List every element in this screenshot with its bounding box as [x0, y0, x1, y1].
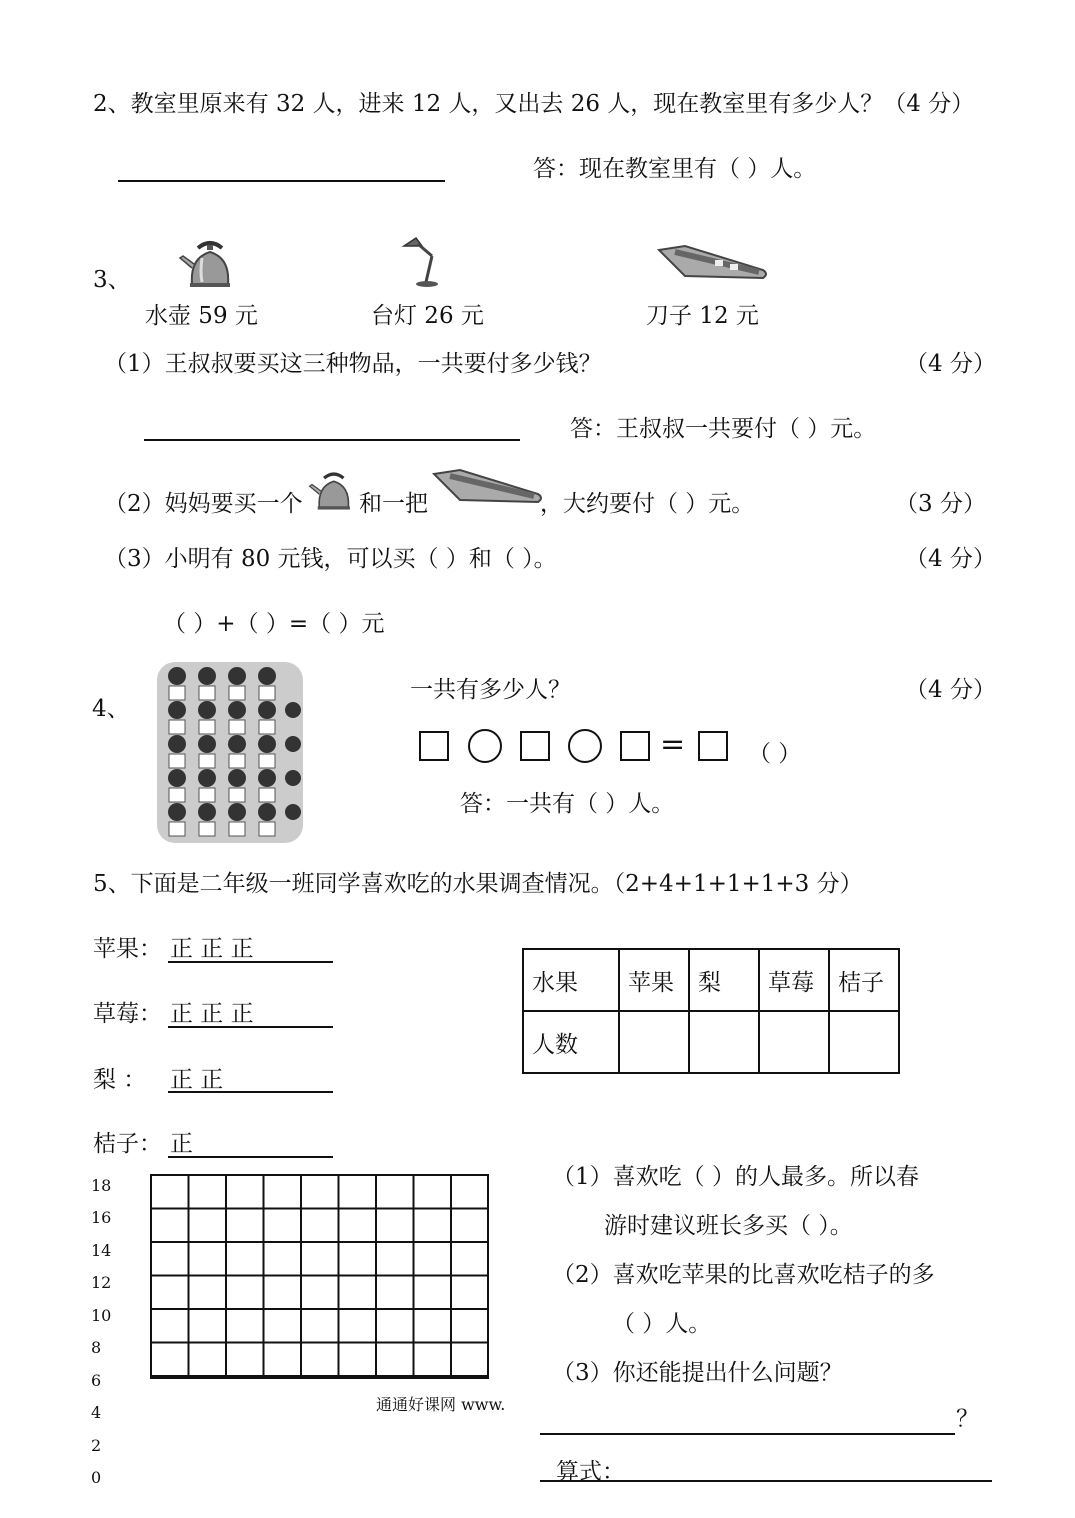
- tally-line-pear: [168, 1091, 333, 1093]
- q5-part1-a: （1）喜欢吃（ ）的人最多。所以春: [552, 1164, 919, 1190]
- q4-number: 4、: [92, 696, 130, 722]
- q3-part2-c: ，大约要付（ ）元。: [540, 491, 755, 517]
- q3-part2-b: 和一把: [359, 491, 428, 517]
- q4-score: （4 分）: [905, 677, 996, 703]
- q5-part3: （3）你还能提出什么问题？: [552, 1360, 843, 1386]
- tally-label-orange: 桔子：: [93, 1131, 162, 1157]
- q3-part2-a: （2）妈妈要买一个: [104, 491, 303, 517]
- fruit-count-table: [522, 948, 900, 1074]
- tally-label-pear: 梨 ：: [93, 1067, 147, 1093]
- q3-part1-answer-line[interactable]: [144, 439, 520, 441]
- answer-box-result[interactable]: [698, 731, 728, 761]
- q3-part3-score: （4 分）: [905, 546, 996, 572]
- tally-line-apple: [168, 961, 333, 963]
- tally-line-orange: [168, 1156, 333, 1158]
- table-row-label: 人数: [523, 1011, 619, 1073]
- q5-part1-b: 游时建议班长多买（ ）。: [604, 1213, 853, 1239]
- q3-part1-answer: 答：王叔叔一共要付（ ）元。: [570, 416, 877, 442]
- count-cell-apple[interactable]: [619, 1011, 689, 1073]
- tally-marks-orange: 正: [170, 1131, 193, 1157]
- equals-sign: =: [660, 727, 686, 762]
- q3-part1-score: （4 分）: [905, 351, 996, 377]
- table-row: [523, 1011, 899, 1073]
- tally-line-strawberry: [168, 1026, 333, 1028]
- tally-label-strawberry: 草莓：: [93, 1001, 162, 1027]
- tally-marks-apple: 正 正 正: [170, 936, 254, 962]
- count-cell-orange[interactable]: [829, 1011, 899, 1073]
- y-axis-label: 12: [91, 1273, 112, 1292]
- y-axis-label: 0: [91, 1468, 102, 1487]
- q3-part1-text: （1）王叔叔要买这三种物品，一共要付多少钱？: [104, 351, 602, 377]
- q2-answer: 答：现在教室里有（ ）人。: [533, 156, 817, 182]
- q5-part2-a: （2）喜欢吃苹果的比喜欢吃桔子的多: [552, 1262, 935, 1288]
- formula-answer-line[interactable]: [540, 1480, 992, 1482]
- q4-question: 一共有多少人？: [410, 677, 571, 703]
- y-axis-label: 14: [91, 1241, 112, 1260]
- unit-blank[interactable]: （ ）: [748, 741, 802, 767]
- q5-title: 5、下面是二年级一班同学喜欢吃的水果调查情况。（2+4+1+1+1+3 分）: [93, 871, 863, 897]
- answer-box-3[interactable]: [620, 731, 650, 761]
- q2-answer-line[interactable]: [118, 180, 445, 182]
- y-axis-label: 10: [91, 1306, 112, 1325]
- y-axis-label: 18: [91, 1176, 112, 1195]
- q3-number: 3、: [93, 267, 131, 293]
- q3-part2-score: （3 分）: [895, 491, 986, 517]
- count-cell-strawberry[interactable]: [759, 1011, 829, 1073]
- tally-label-apple: 苹果：: [93, 936, 162, 962]
- answer-box-1[interactable]: [419, 731, 449, 761]
- question-mark: ？: [956, 1406, 979, 1432]
- tally-marks-pear: 正 正: [170, 1067, 224, 1093]
- y-axis-label: 4: [91, 1403, 102, 1422]
- question-answer-line[interactable]: [540, 1433, 955, 1435]
- item-label-knife: 刀子 12 元: [646, 303, 759, 329]
- table-header-cell: 苹果: [619, 949, 689, 1011]
- watermark-text: 通通好课网 www.: [376, 1395, 506, 1414]
- item-label-kettle: 水壶 59 元: [145, 303, 258, 329]
- desk-lamp-icon: [400, 236, 440, 288]
- operator-circle-2[interactable]: [568, 729, 602, 763]
- q5-part2-b: （ ）人。: [612, 1311, 712, 1337]
- y-axis-label: 8: [91, 1338, 102, 1357]
- formula-label: 算式：: [556, 1459, 625, 1485]
- tally-marks-strawberry: 正 正 正: [170, 1001, 254, 1027]
- q3-part3-formula: （ ）+（ ）=（ ）元: [163, 611, 385, 637]
- table-header-cell: 水果: [523, 949, 619, 1011]
- q2-question: 2、教室里原来有 32 人，进来 12 人，又出去 26 人，现在教室里有多少人？（4 分）: [93, 91, 975, 117]
- table-header-cell: 桔子: [829, 949, 899, 1011]
- count-cell-pear[interactable]: [689, 1011, 759, 1073]
- table-header-cell: 草莓: [759, 949, 829, 1011]
- knife-icon: [430, 466, 545, 506]
- table-header-cell: 梨: [689, 949, 759, 1011]
- y-axis-label: 2: [91, 1436, 102, 1455]
- y-axis-label: 6: [91, 1371, 102, 1390]
- knife-icon: [655, 242, 770, 282]
- bar-chart-grid[interactable]: [150, 1174, 489, 1379]
- kettle-icon: [308, 470, 358, 512]
- q4-answer: 答：一共有（ ）人。: [460, 791, 675, 817]
- y-axis-label: 16: [91, 1208, 112, 1227]
- q3-part3-text: （3）小明有 80 元钱，可以买（ ）和（ ）。: [104, 546, 557, 572]
- answer-box-2[interactable]: [520, 731, 550, 761]
- kettle-icon: [178, 238, 240, 290]
- item-label-lamp: 台灯 26 元: [371, 303, 484, 329]
- table-header-row: [523, 949, 899, 1011]
- operator-circle-1[interactable]: [468, 729, 502, 763]
- children-group-icon: [155, 660, 305, 845]
